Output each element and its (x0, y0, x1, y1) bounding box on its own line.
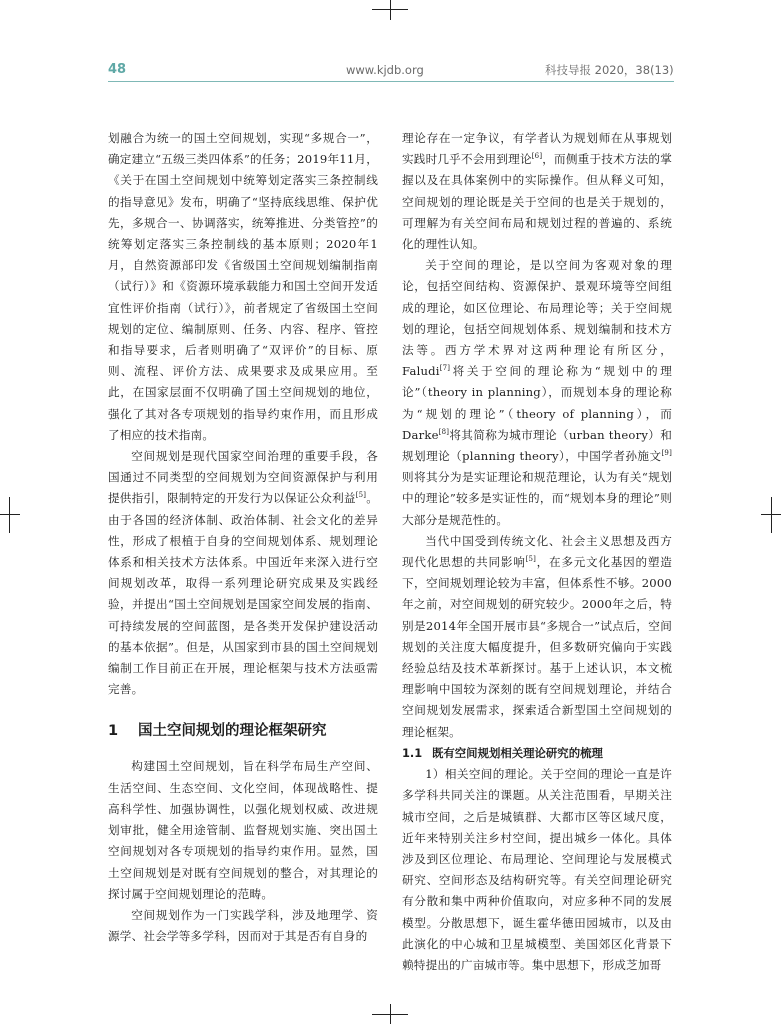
paragraph: 划融合为统一的国土空间规划，实现“多规合一”，确定建立“五级三类四体系”的任务；2019年11月，《关于在国土空间规划中统筹划定落实三条控制线的指导意见》发布，明确了“坚持底线思维、保护优先，多规合一、协调落实，统筹推进、分类管控”的统筹划定落实三条控制线的基本原则；2020年1月，自然资源部印发《省级国土空间规划编制指南（试行）》和《资源环境承载能力和国土空间开发适宜性评价指南（试行）》，前者规定了省级国土空间规划的定位、编制原则、任务、内容、程序、管控和指导要求，后者则明确了“双评价”的目标、原则、流程、评价方法、成果要求及成果应用。至此，在国家层面不仅明确了国土空间规划的地位，强化了其对各专项规划的指导约束作用，而且形成了相应的技术指南。 (108, 131, 379, 442)
left-column (108, 128, 378, 947)
crop-mark-bottom-horizontal (372, 1014, 408, 1015)
page-number: 48 (108, 62, 127, 77)
citation-ref: [9] (661, 449, 672, 458)
crop-mark-left-horizontal (0, 514, 20, 515)
crop-mark-right-horizontal (761, 514, 781, 515)
website-url: www.kjdb.org (346, 63, 424, 77)
paragraph: 1）相关空间的理论。关于空间的理论一直是许多学科共同关注的课题。从关注范围看，早期关注城市空间，之后是城镇群、大都市区等区域尺度，近年来特别关注乡村空间，提出城乡一体化。具体涉及到区位理论、布局理论、空间理论与发展模式研究、空间形态及结构研究等。有关空间理论研究有分散和集中两种价值取向，对应多种不同的发展模型。分散思想下，诞生霍华德田园城市，以及由此演化的中心城和卫星城模型、美国郊区化背景下赖特提出的广亩城市等。集中思想下，形成芝加哥 (402, 767, 672, 972)
paragraph: 构建国土空间规划，旨在科学布局生产空间、生活空间、生态空间、文化空间，体现战略性、提高科学性、加强协调性，以强化规划权威、改进规划审批，健全用途管制、监督规划实施、突出国土空间规划对各专项规划的指导约束作用。显然，国土空间规划是对既有空间规划的整合，对其理论的探讨属于空间规划理论的范畴。 (108, 759, 378, 901)
paragraph: 关于空间的理论，是以空间为客观对象的理论，包括空间结构、资源保护、景观环境等空间组成的理论，如区位理论、布局理论等；关于空间规划的理论，包括空间规划体系、规划编制和技术方法等。西方学术界对这两种理论有所区分，Faludi[7]将关于空间的理论称为“规划中的理论”（theory in planning），而规划本身的理论称为“规划的理论”（theory of planning），而Darke[8]将其简称为城市理论（urban theory）和规划理论（planning theory），中国学者孙施文[9]则将其分为是实证理论和规范理论，认为有关“规划中的理论”较多是实证性的，而“规划本身的理论”则大部分是规范性的。 (402, 258, 672, 527)
citation-ref: [7] (439, 364, 451, 373)
citation-ref: [5] (355, 491, 367, 500)
citation-ref: [6] (531, 152, 543, 161)
paragraph: 理论存在一定争议，有学者认为规划师在从事规划实践时几乎不会用到理论[6]，而侧重于技术方法的掌握以及在具体案例中的实际操作。但从释义可知，空间规划的理论既是关于空间的也是关于规划的，可理解为有关空间布局和规划过程的普遍的、系统化的理性认知。 (402, 131, 673, 252)
right-column (402, 128, 672, 976)
section-heading: 1 国土空间规划的理论框架研究 (108, 723, 327, 740)
crop-mark-right-vertical (771, 497, 772, 533)
journal-citation: 科技导报 2020，38(13) (545, 63, 674, 77)
paragraph: 空间规划是现代国家空间治理的重要手段，各国通过不同类型的空间规划为空间资源保护与利用提供指引，限制特定的开发行为以保证公众利益[5]。由于各国的经济体制、政治体制、社会文化的差异性，形成了根植于自身的空间规划体系、规划理论体系和相关技术方法体系。中国近年来深入进行空间规划改革，取得一系列理论研究成果及实践经验，并提出“国土空间规划是国家空间发展的指南、可持续发展的空间蓝图，是各类开发保护建设活动的基本依据”。但是，从国家到市县的国土空间规划编制工作目前正在开展，理论框架与技术方法亟需完善。 (108, 449, 378, 697)
paragraph: 空间规划作为一门实践学科，涉及地理学、资源学、社会学等多学科，因而对于其是否有自身的 (108, 907, 378, 944)
citation-ref: [8] (438, 427, 450, 436)
citation-ref: [5] (525, 555, 537, 564)
crop-mark-left-vertical (9, 497, 10, 533)
crop-mark-top-vertical (390, 0, 391, 20)
paragraph: 当代中国受到传统文化、社会主义思想及西方现代化思想的共同影响[5]，在多元文化基因的塑造下，空间规划理论较为丰富，但体系性不够。2000年之前，对空间规划的研究较少。2000年之后，特别是2014年全国开展市县“多规合一”试点后，空间规划的关注度大幅度提升，但多数研究偏向于实践经验总结及技术革新探讨。基于上述认识，本文梳理影响中国较为深刻的既有空间规划理论，并结合空间规划发展需求，探索适合新型国土空间规划的理论框架。 (402, 533, 672, 739)
page-header (0, 58, 781, 82)
crop-mark-top-horizontal (372, 9, 408, 10)
header-rule (108, 81, 674, 82)
subsection-heading: 1.1 既有空间规划相关理论研究的梳理 (402, 745, 603, 760)
